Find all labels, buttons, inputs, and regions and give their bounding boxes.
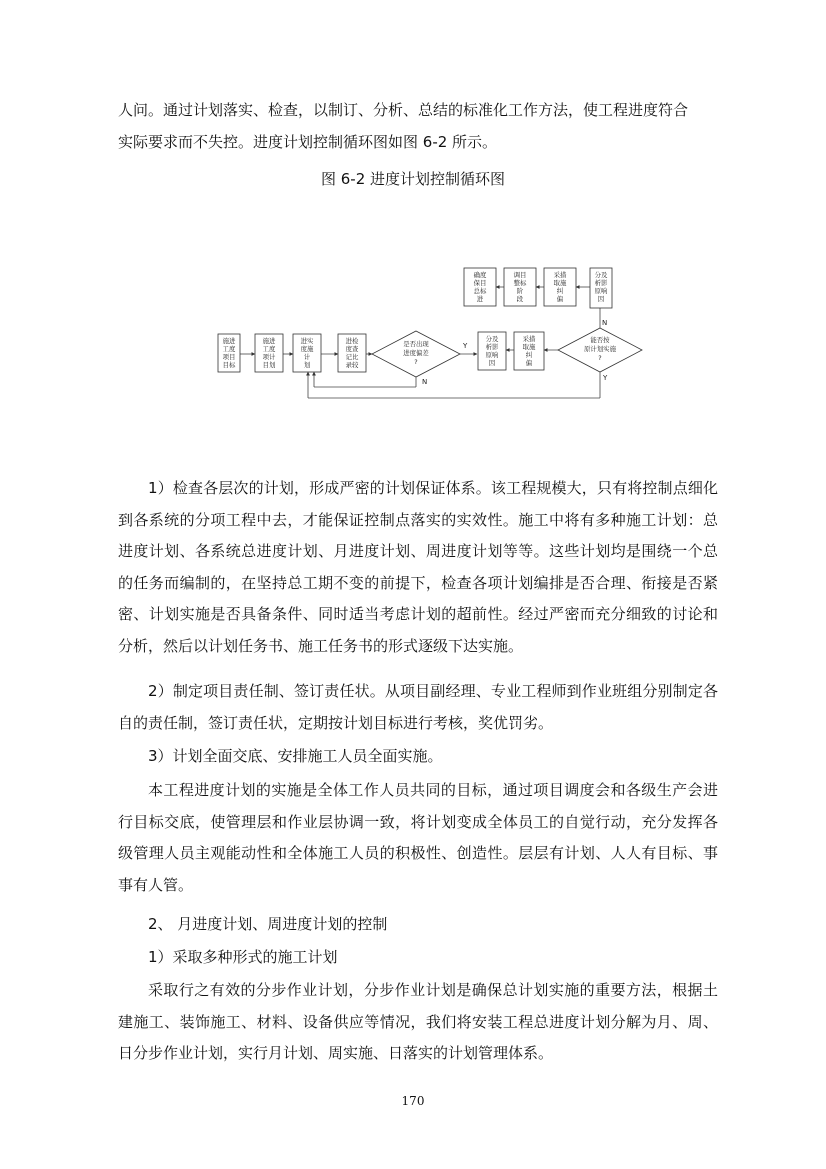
box-label: 阶 <box>516 287 524 295</box>
box-label: 析影 <box>594 279 608 287</box>
box-label: 因 <box>597 295 605 303</box>
progress-control-flowchart <box>210 262 650 407</box>
box-label: 工度 <box>222 345 236 353</box>
diamond-label: 进度偏差 <box>403 349 429 357</box>
box-label: 项计 <box>262 353 276 361</box>
box-label: 记比 <box>345 353 359 361</box>
diamond-label: ? <box>598 354 602 362</box>
box-label: 采措 <box>553 271 567 279</box>
intro-paragraph: 人问。通过计划落实、检查，以制订、分析、总结的标准化工作方法，使工程进度符合 实际要求而不失控。进度计划控制循环图如图 6-2 所示。 <box>118 101 689 151</box>
box-label: 采措 <box>522 335 536 343</box>
paragraph-responsibility: 2）制定项目责任制、签订责任状。从项目副经理、专业工程师到作业班组分别制定各自的责任制，签订责任状，定期按计划目标进行考核，奖优罚劣。 <box>118 682 718 732</box>
box-label: 施进 <box>222 337 236 345</box>
subsection-heading: 1）采取多种形式的施工计划 <box>148 948 338 966</box>
box-label: 度施 <box>300 345 314 353</box>
box-label: 纠 <box>556 287 564 295</box>
box-label: 取施 <box>522 343 536 351</box>
diamond-label: 能否按 <box>590 336 610 344</box>
yes-label: Y <box>603 374 608 382</box>
box-label: 段 <box>516 295 524 303</box>
box-label: 目划 <box>262 361 276 369</box>
box-label: 进检 <box>345 337 359 345</box>
diamond-label: ? <box>414 358 418 366</box>
box-label: 度查 <box>345 345 359 353</box>
box-label: 偏 <box>556 295 564 303</box>
figure-caption: 图 6-2 进度计划控制循环图 <box>320 170 506 188</box>
box-label: 取施 <box>553 279 567 287</box>
box-label: 总标 <box>473 287 487 295</box>
box-label: 进实 <box>300 337 314 345</box>
box-label: 划 <box>303 361 311 369</box>
box-label: 原响 <box>485 351 499 359</box>
box-label: 因 <box>488 359 496 367</box>
no-label: N <box>602 319 608 327</box>
box-label: 整标 <box>513 279 527 287</box>
box-label: 分及 <box>485 335 499 343</box>
box-label: 纠 <box>525 351 533 359</box>
paragraph-briefing: 3）计划全面交底、安排施工人员全面实施。 <box>148 747 443 765</box>
box-label: 确度 <box>473 271 487 279</box>
diamond-label: 原计划实施 <box>584 345 616 353</box>
paragraph-step-plans: 采取行之有效的分步作业计划，分步作业计划是确保总计划实施的重要方法，根据土建施工、装饰施工、材料、设备供应等情况，我们将安装工程总进度计划分解为月、周、日分步作业计划，实行月计划、周实施、日落实的计划管理体系。 <box>118 981 718 1063</box>
box-label: 原响 <box>594 287 608 295</box>
paragraph-check-plans: 1）检查各层次的计划，形成严密的计划保证体系。该工程规模大，只有将控制点细化到各系统的分项工程中去，才能保证控制点落实的实效性。施工中将有多种施工计划：总进度计划、各系统总进度计划、月进度计划、周进度计划等等。这些计划均是围绕一个总的任务而编制的，在坚持总工期不变的前提下，检查各项计划编排是否合理、衔接是否紧密、计划实施是否具备条件、同时适当考虑计划的超前性。经过严密而充分细致的讨论和分析，然后以计划任务书、施工任务书的形式逐级下达实施。 <box>118 479 718 655</box>
yes-label: Y <box>463 342 468 350</box>
box-label: 析影 <box>485 343 499 351</box>
box-label: 调目 <box>513 271 527 279</box>
box-label: 工度 <box>262 345 276 353</box>
box-label: 计 <box>303 353 311 361</box>
diamond-label: 是否出现 <box>403 340 429 348</box>
box-label: 录较 <box>345 361 359 369</box>
box-label: 施进 <box>262 337 276 345</box>
paragraph-implementation: 本工程进度计划的实施是全体工作人员共同的目标，通过项目调度会和各级生产会进行目标交底，使管理层和作业层协调一致，将计划变成全体员工的自觉行动，充分发挥各级管理人员主观能动性和全体施工人员的积极性、创造性。层层有计划、人人有目标、事事有人管。 <box>118 781 718 894</box>
box-label: 项目 <box>222 353 236 361</box>
box-label: 偏 <box>525 359 533 367</box>
box-label: 保目 <box>473 279 487 287</box>
box-label: 进 <box>476 295 484 303</box>
no-label: N <box>422 378 428 386</box>
box-label: 目标 <box>222 361 236 369</box>
box-label: 分及 <box>594 271 608 279</box>
page-number: 170 <box>401 1094 425 1108</box>
section-heading: 2、 月进度计划、周进度计划的控制 <box>148 915 388 933</box>
